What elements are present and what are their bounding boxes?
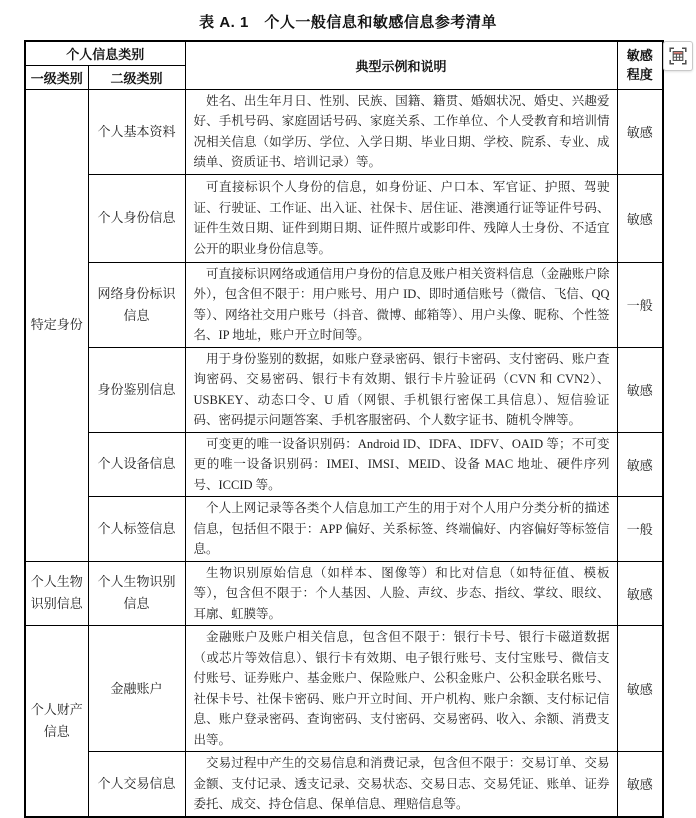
cell-secondary-category: 个人标签信息 <box>88 497 185 562</box>
table-row <box>25 262 663 347</box>
cell-primary-category: 特定身份 <box>25 89 88 561</box>
cell-description: 可直接标识个人身份的信息，如身份证、户口本、军官证、护照、驾驶证、行驶证、工作证、出入证、社保卡、居住证、港澳通行证等证件号码、证件生效日期、证件到期日期、证件照片或影印件、残障人士身份、不适宜公开的职业身份信息等。 <box>185 174 617 262</box>
cell-description: 个人上网记录等各类个人信息加工产生的用于对个人用户分类分析的描述信息，包括但不限于：APP 偏好、关系标签、终端偏好、内容偏好等标签信息。 <box>185 497 617 562</box>
header-sensitivity: 敏感程度 <box>617 41 663 89</box>
cell-primary-category: 个人生物识别信息 <box>25 561 88 626</box>
cell-sensitivity: 敏感 <box>617 89 663 174</box>
table-row <box>25 347 663 432</box>
header-examples: 典型示例和说明 <box>185 41 617 89</box>
personal-info-table <box>24 40 664 818</box>
cell-secondary-category: 个人交易信息 <box>88 752 185 817</box>
cell-secondary-category: 个人设备信息 <box>88 432 185 497</box>
page-title: 表 A. 1 个人一般信息和敏感信息参考清单 <box>199 14 497 31</box>
cell-description: 可直接标识网络或通信用户身份的信息及账户相关资料信息（金融账户除外），包含但不限于：用户账号、用户 ID、即时通信账号（微信、飞信、QQ 等）、网络社交用户账号（抖音、微博、邮箱等）、用户头像、昵称、个性签名、IP 地址，账户开立时间等。 <box>185 262 617 347</box>
cell-description: 交易过程中产生的交易信息和消费记录，包含但不限于：交易订单、交易金额、支付记录、透支记录、交易状态、交易日志、交易凭证、账单、证券委托、成交、持仓信息、保单信息、理赔信息等。 <box>185 752 617 817</box>
table-row <box>25 561 663 626</box>
header-category-group: 个人信息类别 <box>25 41 185 65</box>
cell-description: 金融账户及账户相关信息，包含但不限于：银行卡号、银行卡磁道数据（或芯片等效信息）、银行卡有效期、电子银行账号、支付宝账号、微信支付账号、证券账户、基金账户、保险账户、公积金账户、公积金联名账号、社保卡号、社保卡密码、账户开立时间、开户机构、账户余额、支付标记信息、账户登录密码、查询密码、支付密码、交易密码、收入、余额、消费支出等。 <box>185 626 617 752</box>
header-row-1 <box>25 41 663 65</box>
cell-sensitivity: 敏感 <box>617 561 663 626</box>
header-level2: 二级类别 <box>88 65 185 89</box>
table-row <box>25 752 663 817</box>
cell-sensitivity: 敏感 <box>617 626 663 752</box>
cell-secondary-category: 金融账户 <box>88 626 185 752</box>
cell-sensitivity: 一般 <box>617 262 663 347</box>
cell-primary-category: 个人财产信息 <box>25 626 88 817</box>
cell-sensitivity: 敏感 <box>617 752 663 817</box>
cell-description: 姓名、出生年月日、性别、民族、国籍、籍贯、婚姻状况、婚史、兴趣爱好、手机号码、家庭固话号码、家庭关系、工作单位、个人受教育和培训情况相关信息（如学历、学位、入学日期、毕业日期、学校、院系、专业、成绩单、资质证书、培训记录）等。 <box>185 89 617 174</box>
cell-secondary-category: 个人生物识别信息 <box>88 561 185 626</box>
table-row <box>25 89 663 174</box>
cell-sensitivity: 敏感 <box>617 174 663 262</box>
cell-description: 可变更的唯一设备识别码：Android ID、IDFA、IDFV、OAID 等；不可变更的唯一设备识别码：IMEI、IMSI、MEID、设备 MAC 地址、硬件序列号、ICCID 等。 <box>185 432 617 497</box>
table-capture-button[interactable] <box>663 41 693 71</box>
cell-sensitivity: 一般 <box>617 497 663 562</box>
header-level1: 一级类别 <box>25 65 88 89</box>
table-row <box>25 497 663 562</box>
table-row <box>25 432 663 497</box>
cell-sensitivity: 敏感 <box>617 432 663 497</box>
cell-description: 生物识别原始信息（如样本、图像等）和比对信息（如特征值、模板等），包含但不限于：个人基因、人脸、声纹、步态、指纹、掌纹、眼纹、耳廓、虹膜等。 <box>185 561 617 626</box>
cell-secondary-category: 个人基本资料 <box>88 89 185 174</box>
table-row <box>25 626 663 752</box>
cell-secondary-category: 网络身份标识信息 <box>88 262 185 347</box>
cell-description: 用于身份鉴别的数据，如账户登录密码、银行卡密码、支付密码、账户查询密码、交易密码、银行卡有效期、银行卡片验证码（CVN 和 CVN2）、USBKEY、动态口令、U 盾（网银、手机银行密保工具信息）、短信验证码、密码提示问题答案、手机客服密码、个人数字证书、随机令牌等。 <box>185 347 617 432</box>
cell-secondary-category: 个人身份信息 <box>88 174 185 262</box>
cell-secondary-category: 身份鉴别信息 <box>88 347 185 432</box>
table-capture-icon <box>669 47 687 65</box>
cell-sensitivity: 敏感 <box>617 347 663 432</box>
table-row <box>25 174 663 262</box>
